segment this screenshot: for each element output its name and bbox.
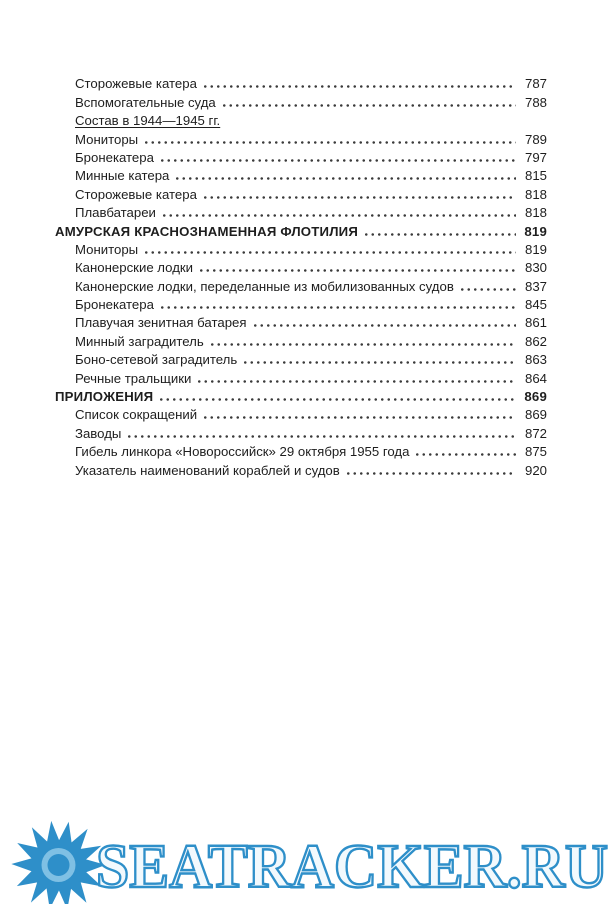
toc-entry-label: Список сокращений	[75, 407, 198, 423]
dot-leader	[126, 434, 516, 439]
toc-entry-label: Сторожевые катера	[75, 76, 197, 92]
toc-entry	[55, 221, 547, 239]
toc-entry	[55, 74, 547, 92]
toc-entry-page: 797	[524, 149, 547, 165]
toc-entry-page: 787	[524, 76, 547, 92]
dot-leader	[202, 415, 516, 420]
dot-leader	[174, 176, 516, 181]
dot-leader	[196, 379, 516, 384]
dot-leader	[143, 250, 516, 255]
toc-entry-label: Речные тральщики	[75, 370, 192, 386]
toc-entry-page: 789	[524, 131, 547, 147]
dot-leader	[198, 268, 516, 273]
toc-entry-page: 819	[524, 241, 547, 257]
watermark-text: SEATRACKER.RU	[96, 833, 608, 901]
toc-entry	[55, 405, 547, 423]
toc-entry-label: Указатель наименований кораблей и судов	[75, 462, 340, 478]
dot-leader	[414, 452, 516, 457]
toc-entry-page: 863	[524, 352, 547, 368]
toc-entry-label: Гибель линкора «Новороссийск» 29 октября 1955 года	[75, 444, 410, 460]
table-of-contents	[55, 74, 547, 479]
toc-entry-label: Сторожевые катера	[75, 186, 197, 202]
toc-entry-page: 861	[524, 315, 547, 331]
toc-entry	[55, 276, 547, 294]
toc-entry-page: 818	[524, 205, 547, 221]
toc-entry-label: Мониторы	[75, 241, 139, 257]
toc-entry-label: Мониторы	[75, 131, 139, 147]
toc-entry-label: ПРИЛОЖЕНИЯ	[55, 389, 154, 405]
toc-entry-page: 819	[524, 223, 547, 239]
toc-entry-label: Минные катера	[75, 168, 170, 184]
toc-entry-page: 869	[524, 407, 547, 423]
toc-entry	[55, 368, 547, 386]
watermark	[0, 818, 615, 904]
toc-entry-page: 869	[524, 389, 547, 405]
dot-leader	[345, 471, 516, 476]
toc-entry	[55, 92, 547, 110]
dot-leader	[159, 305, 516, 310]
sunburst-icon	[13, 823, 104, 904]
toc-entry-page: 875	[524, 444, 547, 460]
toc-entry	[55, 387, 547, 405]
dot-leader	[459, 287, 516, 292]
toc-entry-page: 872	[524, 425, 547, 441]
toc-entry-label: Бронекатера	[75, 297, 154, 313]
toc-entry	[55, 442, 547, 460]
toc-entry-page: 815	[524, 168, 547, 184]
toc-entry	[55, 184, 547, 202]
dot-leader	[159, 158, 516, 163]
toc-entry-label: Минный заградитель	[75, 333, 204, 349]
toc-entry-page: 845	[524, 297, 547, 313]
toc-entry-page: 830	[524, 260, 547, 276]
toc-entry	[55, 313, 547, 331]
toc-entry	[55, 423, 547, 441]
toc-entry-page: 864	[524, 370, 547, 386]
toc-entry-label: Боно-сетевой заградитель	[75, 352, 238, 368]
toc-entry-page: 862	[524, 333, 547, 349]
dot-leader	[143, 140, 516, 145]
dot-leader	[202, 195, 516, 200]
toc-entry	[55, 258, 547, 276]
toc-entry-page: 920	[524, 462, 547, 478]
toc-entry	[55, 111, 547, 129]
dot-leader	[242, 360, 516, 365]
toc-entry-label: Заводы	[75, 425, 122, 441]
toc-entry	[55, 240, 547, 258]
toc-entry	[55, 148, 547, 166]
dot-leader	[252, 323, 516, 328]
dot-leader	[161, 213, 516, 218]
toc-entry	[55, 331, 547, 349]
toc-entry-page: 818	[524, 186, 547, 202]
dot-leader	[209, 342, 516, 347]
dot-leader	[202, 84, 516, 89]
toc-entry	[55, 203, 547, 221]
toc-entry-label: Канонерские лодки	[75, 260, 194, 276]
toc-entry-label: Канонерские лодки, переделанные из мобилизованных судов	[75, 278, 454, 294]
toc-entry-label: Состав в 1944—1945 гг.	[75, 113, 221, 129]
toc-entry	[55, 350, 547, 368]
toc-entry-label: АМУРСКАЯ КРАСНОЗНАМЕННАЯ ФЛОТИЛИЯ	[55, 223, 359, 239]
dot-leader	[158, 397, 516, 402]
toc-entry-page: 837	[524, 278, 547, 294]
toc-entry	[55, 166, 547, 184]
toc-entry	[55, 129, 547, 147]
dot-leader	[221, 103, 516, 108]
toc-entry-label: Плавбатареи	[75, 205, 156, 221]
dot-leader	[363, 232, 516, 237]
toc-entry	[55, 460, 547, 478]
toc-entry-label: Бронекатера	[75, 149, 154, 165]
toc-entry	[55, 295, 547, 313]
toc-entry-label: Плавучая зенитная батарея	[75, 315, 247, 331]
toc-entry-page: 788	[524, 94, 547, 110]
toc-entry-label: Вспомогательные суда	[75, 94, 216, 110]
